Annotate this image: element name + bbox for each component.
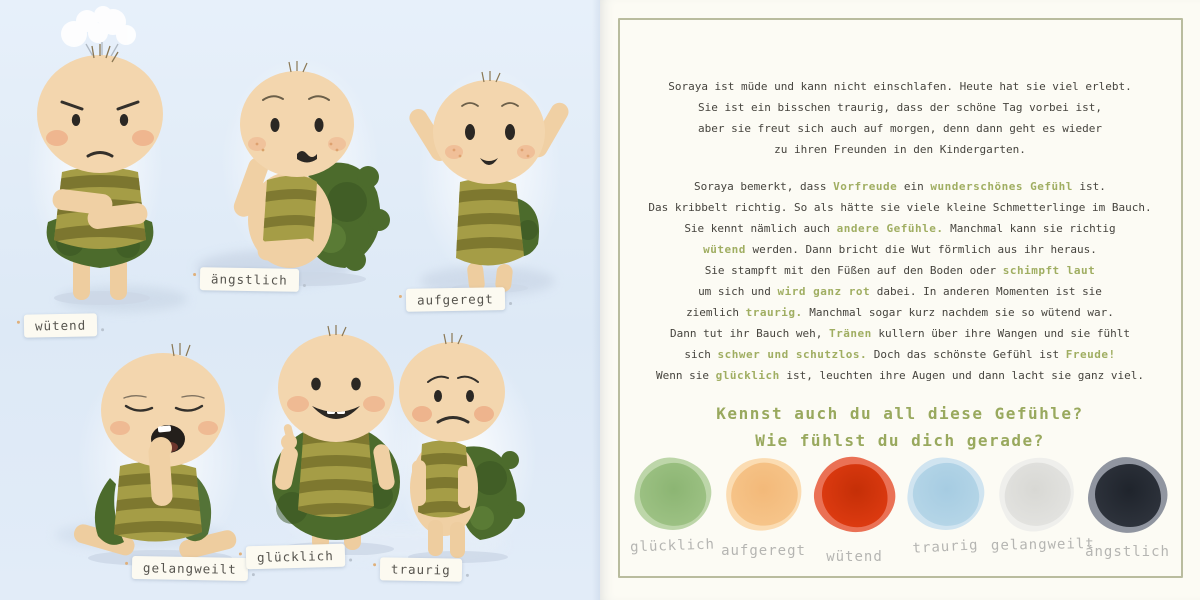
highlighted-word: wird ganz rot	[777, 285, 871, 298]
watercolor-blob-core	[720, 451, 807, 537]
story-text: um sich und	[698, 285, 778, 298]
right-page	[600, 0, 1200, 600]
figure-sad	[382, 328, 532, 567]
watercolor-blob-core	[636, 459, 708, 529]
story-text: Wenn sie	[656, 369, 716, 382]
turtle-anxious-illustration	[205, 52, 395, 287]
emotion-swatch	[718, 458, 809, 557]
watercolor-blob	[987, 445, 1086, 542]
emotion-swatch	[809, 458, 900, 565]
emotion-label-angry: wütend	[24, 313, 98, 337]
story-line	[628, 344, 1172, 365]
swatch-label: traurig	[912, 537, 979, 557]
watercolor-blob-core	[991, 449, 1082, 539]
swatch-label: aufgeregt	[721, 543, 806, 559]
story-text: Dann tut ihr Bauch weh,	[670, 327, 829, 340]
figure-anxious	[205, 52, 395, 291]
swatch-label: wütend	[826, 549, 883, 565]
emotion-swatch	[1082, 458, 1173, 560]
highlighted-word: wütend	[703, 243, 746, 256]
story-line	[628, 239, 1172, 260]
swatch-label: gelangweilt	[990, 535, 1095, 554]
emotion-label-anxious: ängstlich	[200, 267, 299, 292]
story-line	[628, 176, 1172, 197]
story-text: kullern über ihre Wangen und sie fühlt	[871, 327, 1130, 340]
watercolor-blob	[1081, 450, 1175, 542]
story-line	[628, 281, 1172, 302]
highlighted-word: schimpft laut	[1002, 264, 1096, 277]
turtle-excited-illustration	[402, 48, 577, 293]
story-line	[628, 323, 1172, 344]
story-text: Doch das schönste Gefühl ist	[867, 348, 1066, 361]
emotion-swatch	[990, 458, 1095, 557]
figure-angry	[10, 6, 190, 310]
story-text: Sie stampft mit den Füßen auf den Boden oder	[704, 264, 1003, 277]
story-text: ziemlich	[686, 306, 746, 319]
emotion-swatch	[627, 458, 718, 557]
watercolor-blob-core	[818, 460, 890, 530]
watercolor-blob	[804, 447, 904, 544]
story-text: Manchmal sogar kurz nachdem sie so wütend war.	[802, 306, 1114, 319]
watercolor-blob	[903, 453, 988, 535]
turtle-bored-illustration	[58, 336, 258, 566]
watercolor-blob-core	[1095, 464, 1161, 527]
story-text: sich	[684, 348, 718, 361]
emotion-label-sad: traurig	[380, 557, 462, 581]
emotion-label-bored: gelangweilt	[132, 556, 248, 581]
highlighted-word: Tränen	[828, 327, 872, 340]
emotion-label-happy: glücklich	[246, 544, 345, 570]
intro-line: Soraya ist müde und kann nicht einschlafen. Heute hat sie viel erlebt.	[668, 80, 1132, 93]
watercolor-blob-core	[909, 459, 981, 529]
highlighted-word: Vorfreude	[833, 180, 898, 193]
story-text: ein	[897, 180, 931, 193]
swatch-label: glücklich	[629, 536, 716, 556]
emotion-label-excited: aufgeregt	[406, 287, 505, 312]
story-line	[628, 302, 1172, 323]
story-line	[628, 218, 1172, 239]
highlighted-word: traurig.	[745, 306, 803, 319]
turtle-angry-illustration	[10, 6, 190, 306]
story-text: ist, leuchten ihre Augen und dann lacht sie ganz viel.	[779, 369, 1144, 382]
story-text: Sie kennt nämlich auch	[684, 222, 837, 235]
steam-cloud-icon	[61, 6, 136, 47]
watercolor-blob	[630, 453, 715, 535]
emotion-color-swatches	[626, 458, 1174, 565]
intro-line: aber sie freut sich auch auf morgen, denn dann geht es wieder	[698, 122, 1102, 135]
question-heading	[628, 400, 1172, 454]
story-line	[628, 197, 1172, 218]
highlighted-word: andere Gefühle.	[836, 222, 944, 235]
figure-excited	[402, 48, 577, 297]
story-line	[628, 260, 1172, 281]
intro-paragraph	[628, 76, 1172, 160]
story-text: Das kribbelt richtig. So als hätte sie viele kleine Schmetterlinge im Bauch.	[648, 201, 1152, 214]
story-text: Soraya bemerkt, dass	[694, 180, 834, 193]
intro-line: Sie ist ein bisschen traurig, dass der schöne Tag vorbei ist,	[698, 101, 1102, 114]
highlighted-word: schwer und schutzlos.	[717, 348, 868, 361]
story-text: Manchmal kann sie richtig	[943, 222, 1116, 235]
highlighted-word: glücklich	[715, 369, 780, 382]
text-column	[628, 76, 1172, 454]
question-line: Wie fühlst du dich gerade?	[755, 431, 1045, 450]
figure-bored	[58, 336, 258, 570]
question-line: Kennst auch du all diese Gefühle?	[716, 404, 1084, 423]
turtle-sad-illustration	[382, 328, 532, 563]
highlighted-word: wunderschönes Gefühl	[930, 180, 1073, 193]
emotion-swatch	[900, 458, 991, 557]
swatch-label: ängstlich	[1085, 544, 1170, 560]
story-paragraph	[628, 176, 1172, 386]
watercolor-blob	[719, 451, 808, 537]
intro-line: zu ihren Freunden in den Kindergarten.	[774, 143, 1026, 156]
highlighted-word: Freude!	[1065, 348, 1116, 361]
story-line	[628, 365, 1172, 386]
story-text: ist.	[1072, 180, 1106, 193]
story-text: werden. Dann bricht die Wut förmlich aus ihr heraus.	[745, 243, 1097, 256]
story-text: dabei. In anderen Momenten ist sie	[870, 285, 1102, 298]
